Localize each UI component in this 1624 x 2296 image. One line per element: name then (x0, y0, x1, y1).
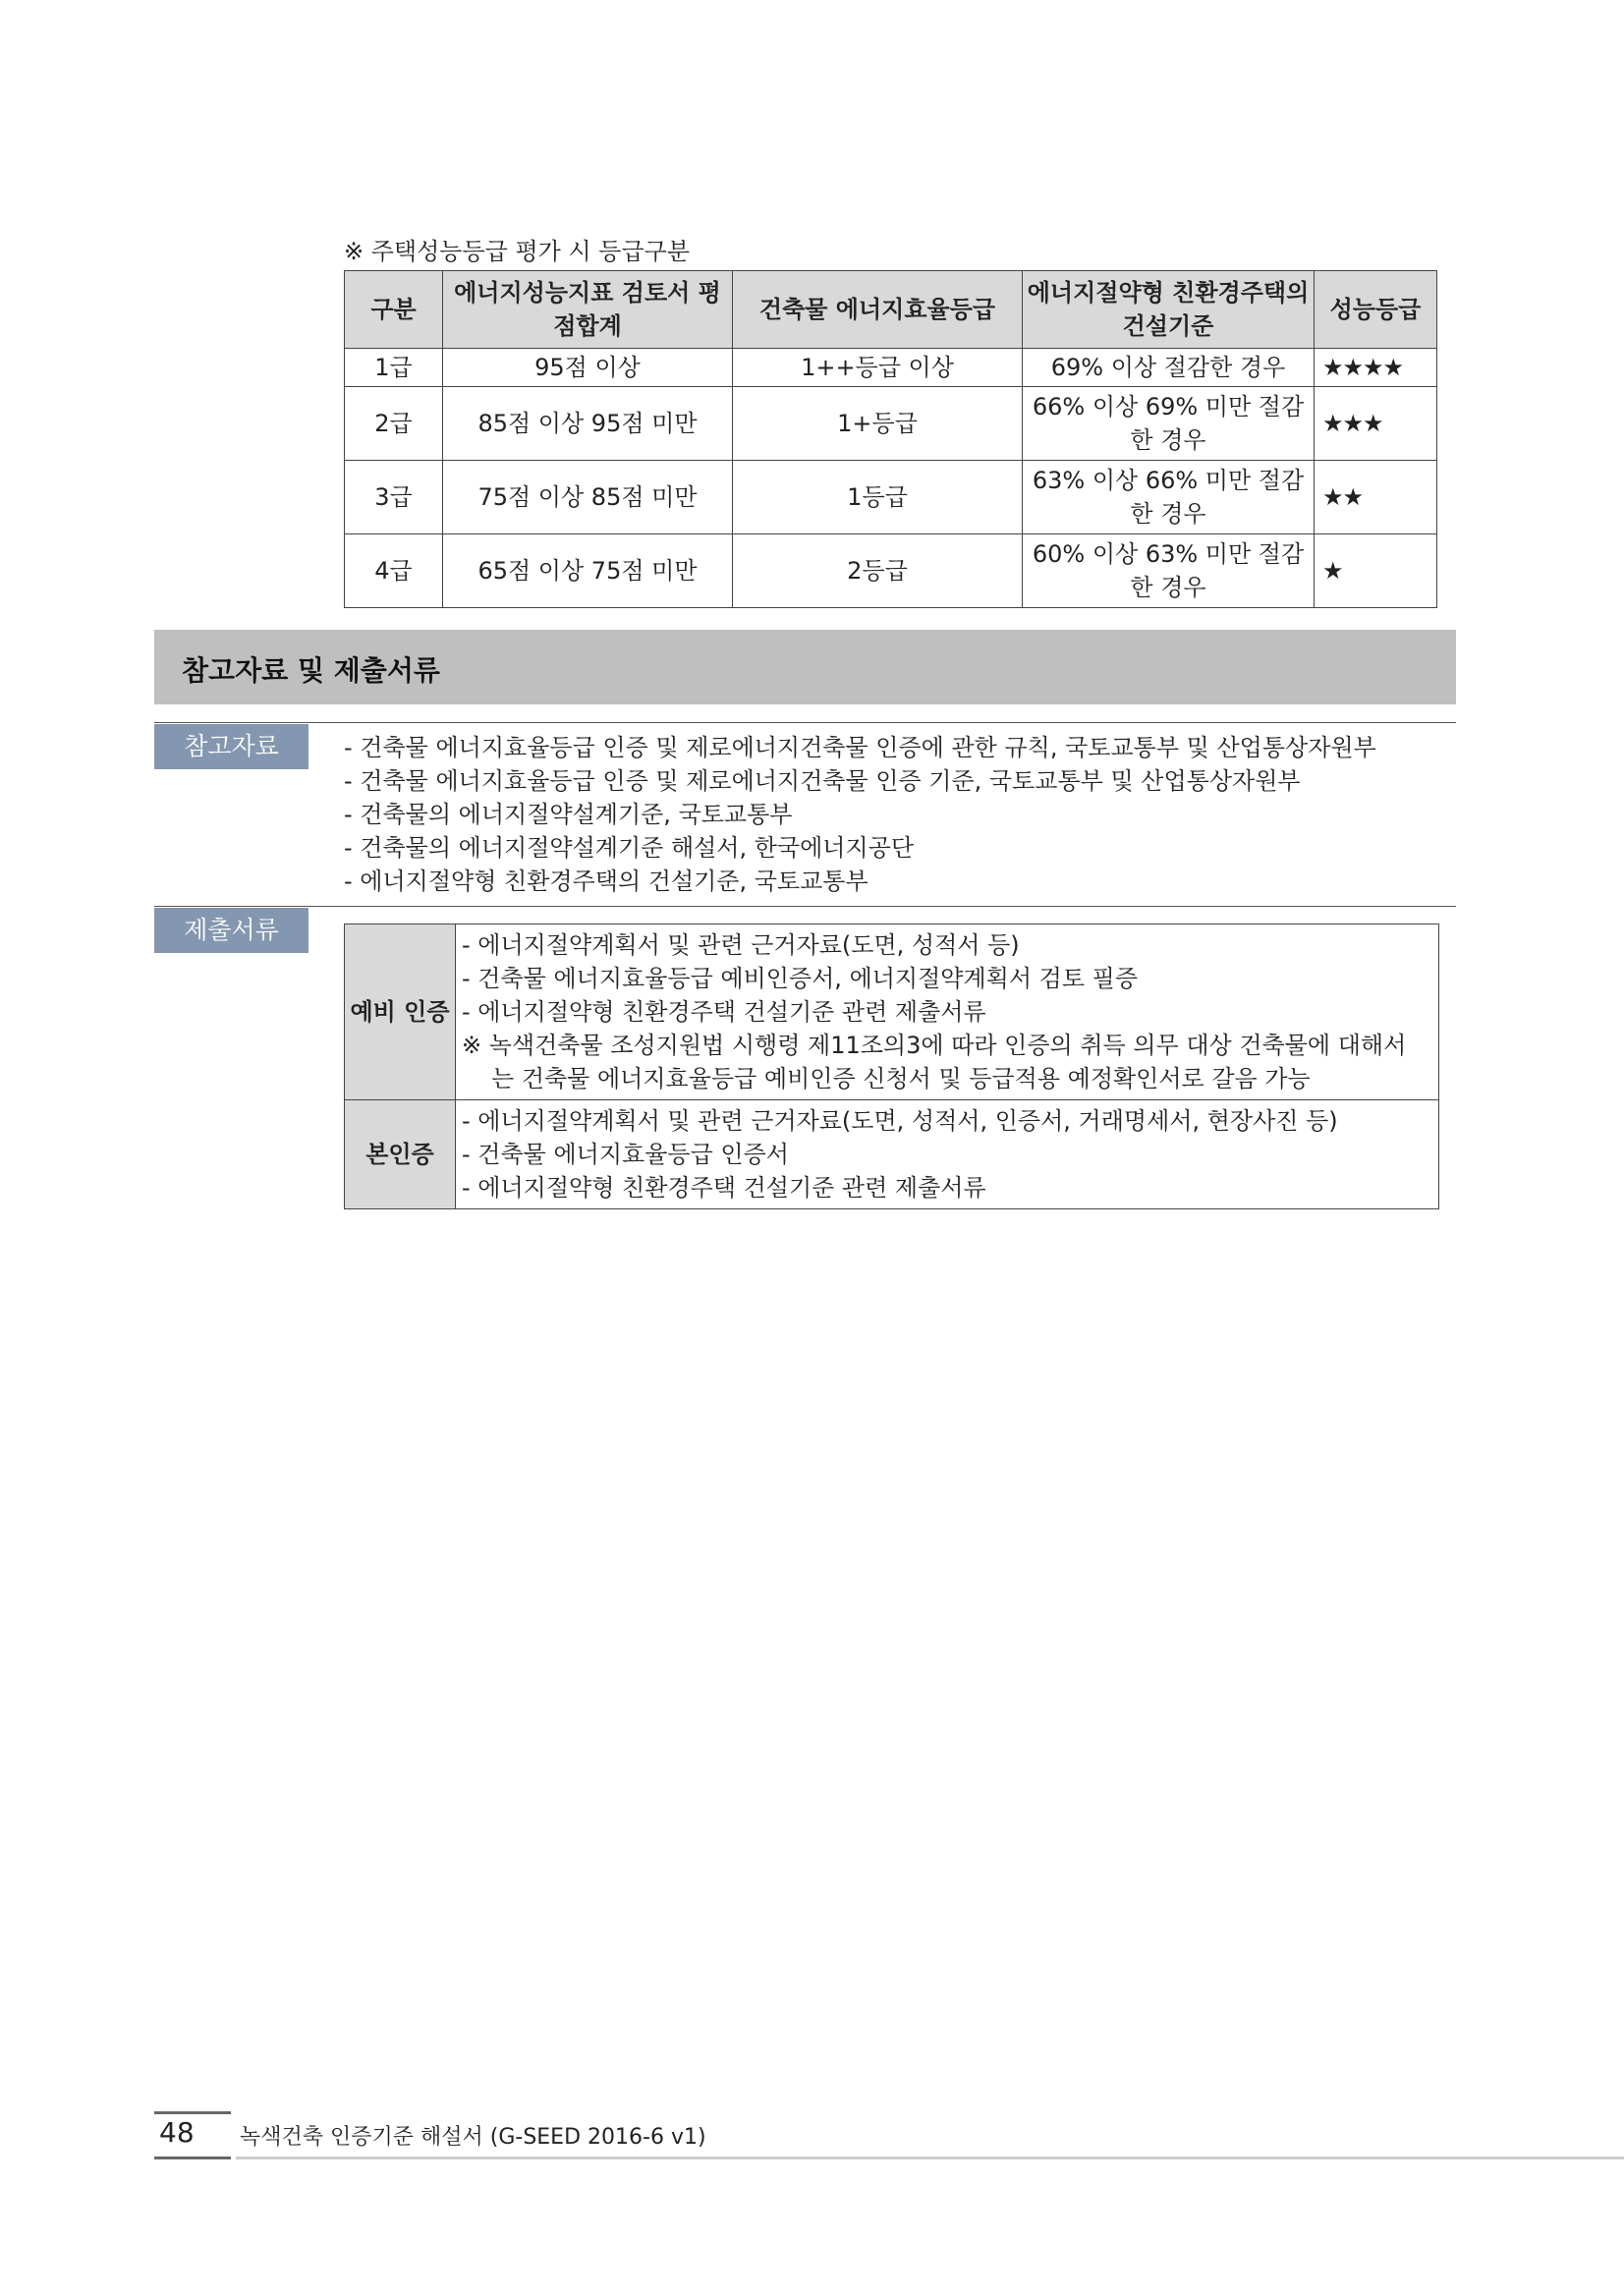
list-item: - 건축물의 에너지절약설계기준, 국토교통부 (344, 801, 793, 828)
footer-rule (236, 2156, 1624, 2159)
score-cell: 85점 이상 95점 미만 (443, 387, 733, 461)
list-item: - 건축물 에너지효율등급 인증서 (462, 1141, 789, 1168)
footer-rule (154, 2111, 231, 2114)
final-category: 본인증 (345, 1100, 456, 1209)
footer-title: 녹색건축 인증기준 해설서 (G-SEED 2016-6 v1) (240, 2125, 706, 2150)
table-row (345, 1100, 1439, 1209)
table-row (345, 924, 1439, 1100)
grade-table (344, 270, 1437, 608)
table-row (345, 349, 1437, 387)
stars-cell: ★ (1315, 534, 1437, 608)
references-list (344, 731, 1376, 898)
saving-cell: 63% 이상 66% 미만 절감한 경우 (1023, 461, 1315, 534)
final-items (456, 1100, 1439, 1209)
table-row (345, 461, 1437, 534)
grade-cell: 2급 (345, 387, 443, 461)
stars-cell: ★★ (1315, 461, 1437, 534)
list-item: - 에너지절약계획서 및 관련 근거자료(도면, 성적서, 인증서, 거래명세서, 현장사진 등) (462, 1107, 1338, 1135)
preliminary-items (456, 924, 1439, 1100)
grade-note-title: ※ 주택성능등급 평가 시 등급구분 (344, 238, 691, 265)
grade-cell: 1급 (345, 349, 443, 387)
score-cell: 75점 이상 85점 미만 (443, 461, 733, 534)
grade-table-header (345, 271, 1437, 349)
list-item: - 건축물 에너지효율등급 인증 및 제로에너지건축물 인증 기준, 국토교통부 및 산업통상자원부 (344, 767, 1301, 795)
grade-cell: 4급 (345, 534, 443, 608)
header-cell: 성능등급 (1315, 271, 1437, 349)
submissions-label: 제출서류 (154, 908, 308, 953)
preliminary-category: 예비 인증 (345, 924, 456, 1100)
section-title: 참고자료 및 제출서류 (182, 654, 440, 687)
efficiency-cell: 2등급 (733, 534, 1023, 608)
header-cell: 건축물 에너지효율등급 (733, 271, 1023, 349)
header-cell: 에너지절약형 친환경주택의 건설기준 (1023, 271, 1315, 349)
efficiency-cell: 1등급 (733, 461, 1023, 534)
list-item: - 에너지절약계획서 및 관련 근거자료(도면, 성적서 등) (462, 931, 1020, 959)
list-item: - 에너지절약형 친환경주택 건설기준 관련 제출서류 (462, 998, 986, 1026)
grade-cell: 3급 (345, 461, 443, 534)
divider (154, 722, 1456, 723)
page-number: 48 (159, 2116, 195, 2149)
list-item: 는 건축물 에너지효율등급 예비인증 신청서 및 등급적용 예정확인서로 갈음 가능 (491, 1065, 1311, 1092)
list-item: - 에너지절약형 친환경주택의 건설기준, 국토교통부 (344, 868, 868, 895)
list-item: - 건축물 에너지효율등급 예비인증서, 에너지절약계획서 검토 필증 (462, 965, 1139, 992)
list-item: - 건축물의 에너지절약설계기준 해설서, 한국에너지공단 (344, 834, 915, 862)
divider (154, 906, 1456, 907)
score-cell: 95점 이상 (443, 349, 733, 387)
saving-cell: 60% 이상 63% 미만 절감한 경우 (1023, 534, 1315, 608)
table-row (345, 387, 1437, 461)
efficiency-cell: 1+등급 (733, 387, 1023, 461)
saving-cell: 66% 이상 69% 미만 절감한 경우 (1023, 387, 1315, 461)
list-item: ※ 녹색건축물 조성지원법 시행령 제11조의3에 따라 인증의 취득 의무 대상 건축물에 대해서 (462, 1032, 1407, 1059)
stars-cell: ★★★ (1315, 387, 1437, 461)
efficiency-cell: 1++등급 이상 (733, 349, 1023, 387)
list-item: - 에너지절약형 친환경주택 건설기준 관련 제출서류 (462, 1174, 986, 1202)
table-row (345, 534, 1437, 608)
section-header-bar (154, 630, 1456, 704)
header-cell: 에너지성능지표 검토서 평점합계 (443, 271, 733, 349)
submissions-table (344, 924, 1439, 1209)
list-item: - 건축물 에너지효율등급 인증 및 제로에너지건축물 인증에 관한 규칙, 국토교통부 및 산업통상자원부 (344, 734, 1376, 761)
references-label: 참고자료 (154, 724, 308, 769)
score-cell: 65점 이상 75점 미만 (443, 534, 733, 608)
saving-cell: 69% 이상 절감한 경우 (1023, 349, 1315, 387)
footer-rule (154, 2156, 231, 2159)
header-cell: 구분 (345, 271, 443, 349)
stars-cell: ★★★★ (1315, 349, 1437, 387)
